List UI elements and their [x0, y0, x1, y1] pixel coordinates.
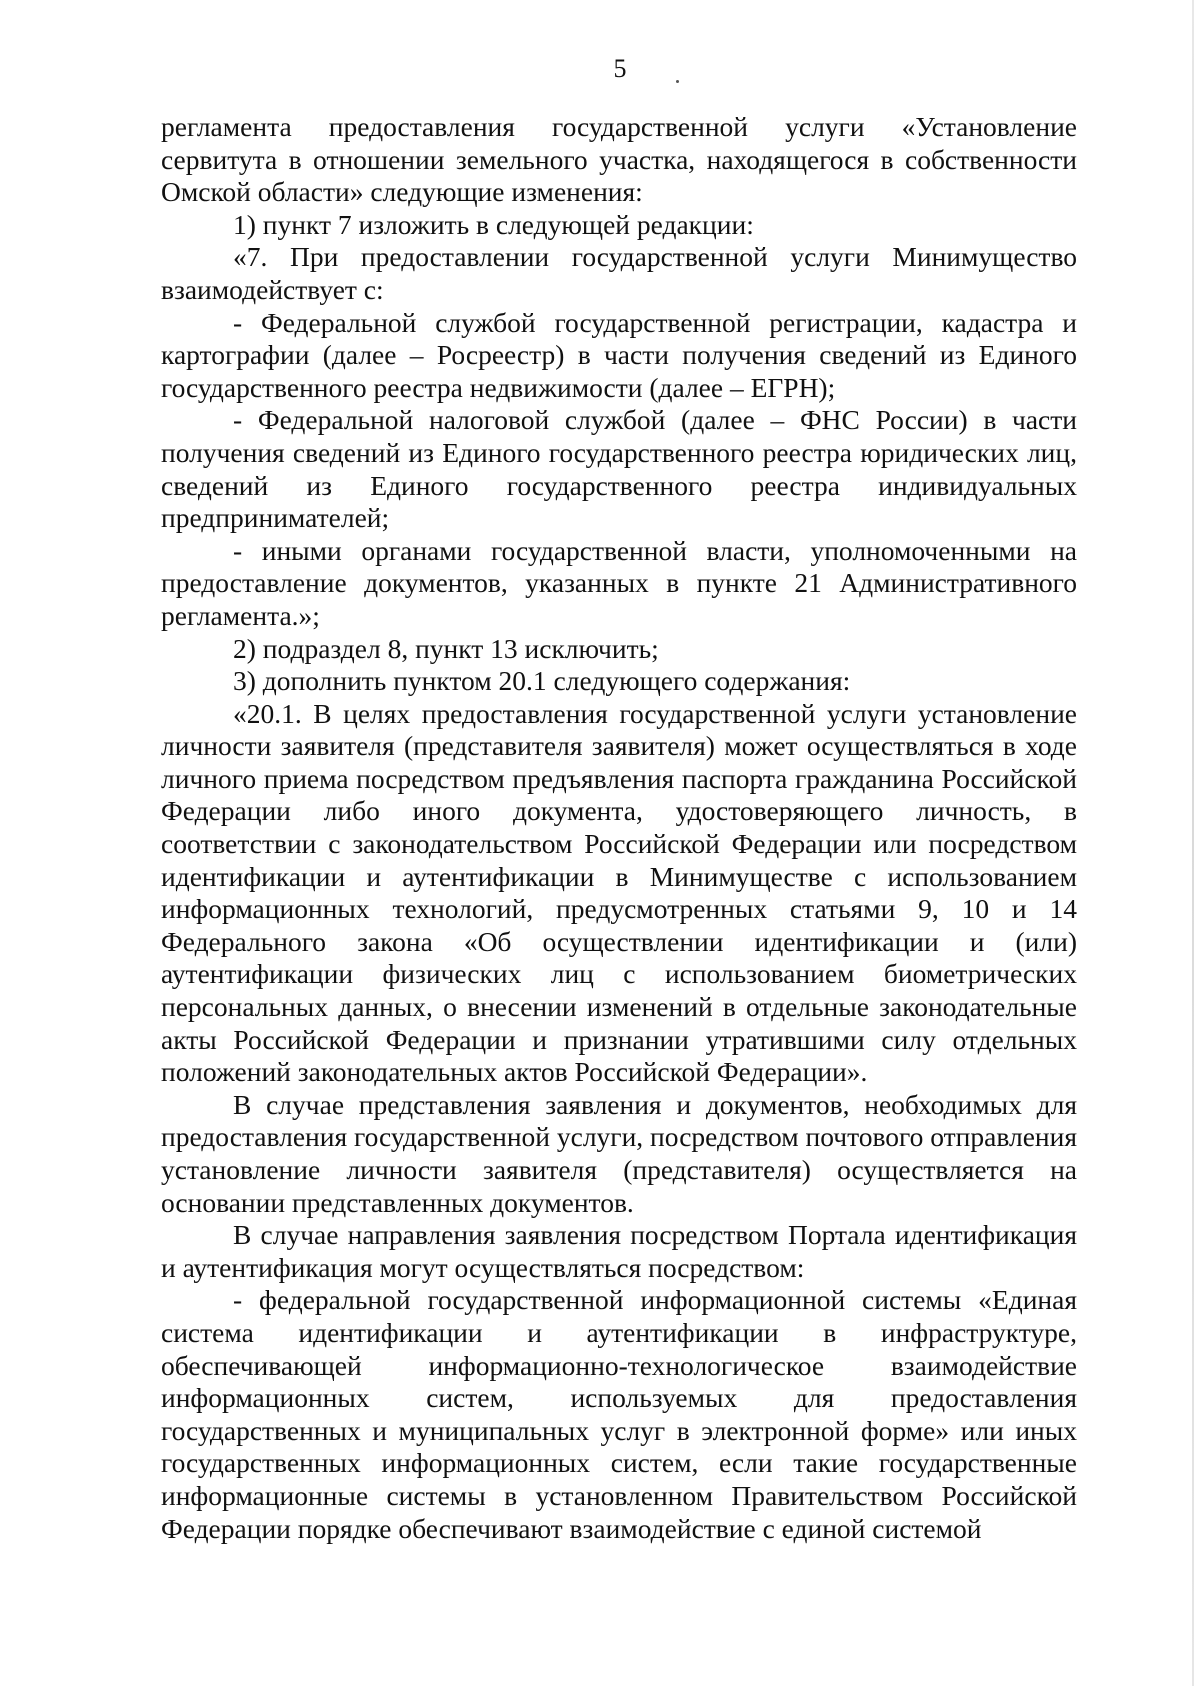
paragraph: 1) пункт 7 изложить в следующей редакции: — [233, 208, 754, 240]
paragraph: - федеральной государственной информационной системы «Единая система идентификации и аутентификации в инфраструктуре, обеспечивающей информационно-технологическое взаимодействие информационных систем, используемых для предоставления государственных и муниципальных услуг в электронной форме» или иных государственных информационных систем, если такие государственные информационные системы в установленном Правительством Российской Федерации порядке обеспечивают взаимодействие с единой системой — [161, 1284, 1077, 1544]
paragraph: - Федеральной налоговой службой (далее – ФНС России) в части получения сведений из Единого государственного реестра юридических лиц, сведений из Единого государственного реестра индивидуальных предпринимателей; — [161, 404, 1077, 534]
paragraph: «7. При предоставлении государственной услуги Минимущество взаимодействует с: — [161, 241, 1077, 305]
document-body — [161, 111, 1077, 1545]
scan-edge — [1192, 0, 1194, 1686]
scan-speck — [676, 80, 679, 83]
page-number: 5 — [613, 54, 627, 83]
paragraph: - иными органами государственной власти, уполномоченными на предоставление документов, указанных в пункте 21 Административного регламента.»; — [161, 534, 1077, 631]
paragraph: В случае направления заявления посредством Портала идентификация и аутентификация могут осуществляться посредством: — [161, 1219, 1077, 1283]
paragraph: - Федеральной службой государственной регистрации, кадастра и картографии (далее – Росреестр) в части получения сведений из Единого государственного реестра недвижимости (далее – ЕГРН); — [161, 306, 1077, 403]
paragraph: регламента предоставления государственной услуги «Установление сервитута в отношении земельного участка, находящегося в собственности Омской области» следующие изменения: — [161, 111, 1077, 208]
paragraph: В случае представления заявления и документов, необходимых для предоставления государственной услуги, посредством почтового отправления установление личности заявителя (представителя) осуществляется на основании представленных документов. — [161, 1088, 1077, 1218]
paragraph: 2) подраздел 8, пункт 13 исключить; — [233, 632, 659, 664]
paragraph: 3) дополнить пунктом 20.1 следующего содержания: — [233, 665, 851, 697]
paragraph: «20.1. В целях предоставления государственной услуги установление личности заявителя (представителя заявителя) может осуществляться в ходе личного приема посредством предъявления паспорта гражданина Российской Федерации либо иного документа, удостоверяющего личность, в соответствии с законодательством Российской Федерации или посредством идентификации и аутентификации в Минимуществе с использованием информационных технологий, предусмотренных статьями 9, 10 и 14 Федерального закона «Об осуществлении идентификации и (или) аутентификации физических лиц с использованием биометрических персональных данных, о внесении изменений в отдельные законодательные акты Российской Федерации и признании утратившими силу отдельных положений законодательных актов Российской Федерации». — [161, 697, 1077, 1088]
